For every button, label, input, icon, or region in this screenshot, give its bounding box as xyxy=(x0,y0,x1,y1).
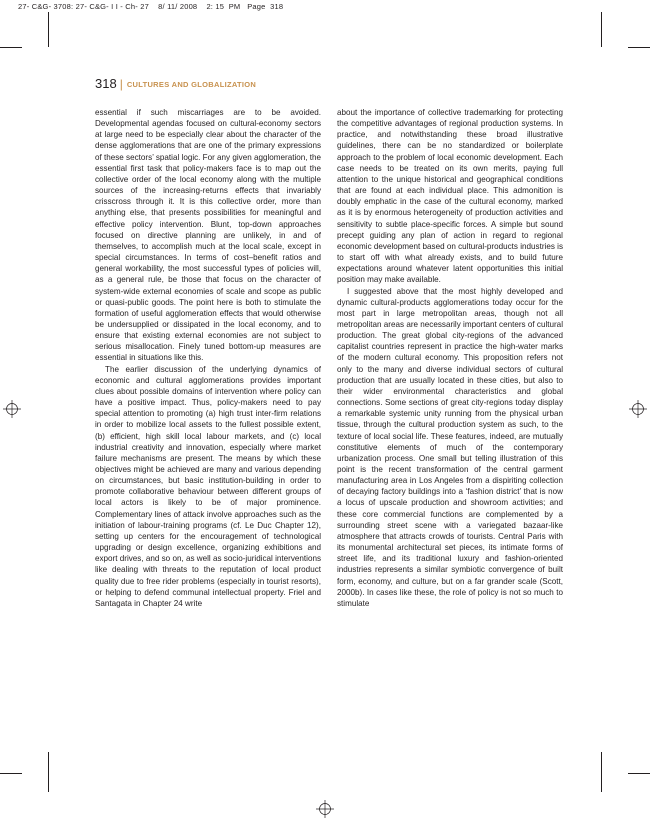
paragraph: The earlier discussion of the underlying dynamics of economic and cultural agglomerations provides important clues about possible domains of intervention where policy can have a positive impact. Thus, policy-makers need to pay special attention to promoting (a) high trust inter-firm relations in order to mobilize local assets to the fullest possible extent, (b) efficient, high skill local labour markets, and (c) local industrial creativity and innovation, especially where market failure mechanisms are present. The means by which these objectives might be achieved are many and various depending on circumstances, but basic institution-building in order to promote collaborative behaviour between different groups of local actors is likely to be of major prominence. Complementary lines of attack involve approaches such as the initiation of labour-training programs (cf. Le Duc Chapter 12), setting up centers for the encouragement of technological upgrading or design excellence, organizing exhibitions and export drives, and so on, as well as socio-juridical interventions like dealing with threats to the reputation of local product quality due to free rider problems (especially in tourist resorts), or helping to defend communal intellectual property. Friel and Santagata in Chapter 24 write xyxy=(95,364,321,608)
crop-mark-bottom-left-h xyxy=(0,773,22,774)
crop-mark-top-left-v xyxy=(48,12,49,47)
right-column xyxy=(337,107,563,609)
paragraph: essential if such miscarriages are to be avoided. Developmental agendas focused on cultural-economy sectors at large need to be especially clear about the character of the dense agglomerations that are one of the primary expressions of these sectors’ spatial logic. For any given agglomeration, the essential first task that policy-makers face is to map out the collective order of the local economy along with the multiple sources of the increasing-returns effects that invariably crisscross through it. It is this collective order, more than anything else, that presents possibilities for meaningful and effective policy intervention. Blunt, top-down approaches focused on directive planning are unlikely, in and of themselves, to accomplish much at the local scale, except in special circumstances. In terms of cost–benefit ratios and general workability, the most successful types of policies will, as a general rule, be those that focus on the character of system-wide external economies of scale and scope as public or quasi-public goods. The point here is both to stimulate the formation of useful agglomeration effects that would otherwise be undersupplied or dissipated in the local economy, and to ensure that existing external economies are not subject to serious misallocation. Finely tuned bottom-up measures are essential in situations like this. xyxy=(95,108,321,363)
paragraph: I suggested above that the most highly developed and dynamic cultural-products agglomerations today occur for the most part in large metropolitan areas, though not all metropolitan areas are necessarily important centers of cultural production. The great global city-regions of the advanced capitalist countries represent in practice the high-water marks of the modern cultural economy. This proposition refers not only to the many and diverse individual sectors of cultural production that are usually located in these cities, but also to their wider environmental characteristics and global connections. Some sections of great city-regions today display a remarkable systemic unity running from the physical urban tissue, through the cultural production system as such, to the texture of local social life. These features, indeed, are mutually constitutive elements of much of the contemporary urbanization process. One small but telling illustration of this point is the recent transformation of the central garment manufacturing area in Los Angeles from a dispiriting collection of decaying factory buildings into a ‘fashion district’ that is now a locus of upscale production and showroom activities; and these core commercial functions are complemented by a surrounding street scene with a variegated bazaar-like atmosphere that attracts crowds of tourists. Central Paris with its monumental architectural set pieces, its intimate forms of street life, and its traditional luxury and fashion-oriented industries represents a similar symbiotic convergence of built form, economy, and culture, but on a far grander scale (Scott, 2000b). In cases like these, the role of policy is not so much to stimulate xyxy=(337,286,563,608)
crop-mark-bottom-right-v xyxy=(601,752,602,792)
registration-mark-bottom-icon xyxy=(316,800,334,818)
running-head xyxy=(95,76,256,93)
paragraph: about the importance of collective trademarking for protecting the competitive advantages of regional production systems. In practice, and notwithstanding these broad illustrative guidelines, there can be no standardized or boilerplate approach to the problem of local economic development. Each case needs to be treated on its own merits, paying full attention to the unique historical and geographical conditions that are found at each individual place. This admonition is doubly emphatic in the case of the cultural economy, marked as it is by enormous heterogeneity of production activities and sensitivity to subtle place-specific forces. A simple but sound precept guiding any plan of action in regard to regional economic development based on cultural-products industries is to start off with what already exists, and to build future expectations around whatever latent opportunities this initial position may make available. xyxy=(337,108,563,285)
page-number: 318 xyxy=(95,76,117,91)
crop-mark-top-right-v xyxy=(601,12,602,47)
registration-mark-left-icon xyxy=(3,400,21,418)
crop-mark-top-left-h xyxy=(0,47,22,48)
crop-mark-bottom-left-v xyxy=(48,752,49,792)
registration-mark-right-icon xyxy=(629,400,647,418)
left-column xyxy=(95,107,321,609)
printer-slug: 27- C&G- 3708: 27- C&G- I I - Ch- 27 8/ 11/ 2008 2: 15 PM Page 318 xyxy=(18,2,284,11)
crop-mark-top-right-h xyxy=(628,47,650,48)
running-head-separator: | xyxy=(119,77,123,91)
chapter-title: CULTURES AND GLOBALIZATION xyxy=(126,80,257,89)
crop-mark-bottom-right-h xyxy=(628,773,650,774)
